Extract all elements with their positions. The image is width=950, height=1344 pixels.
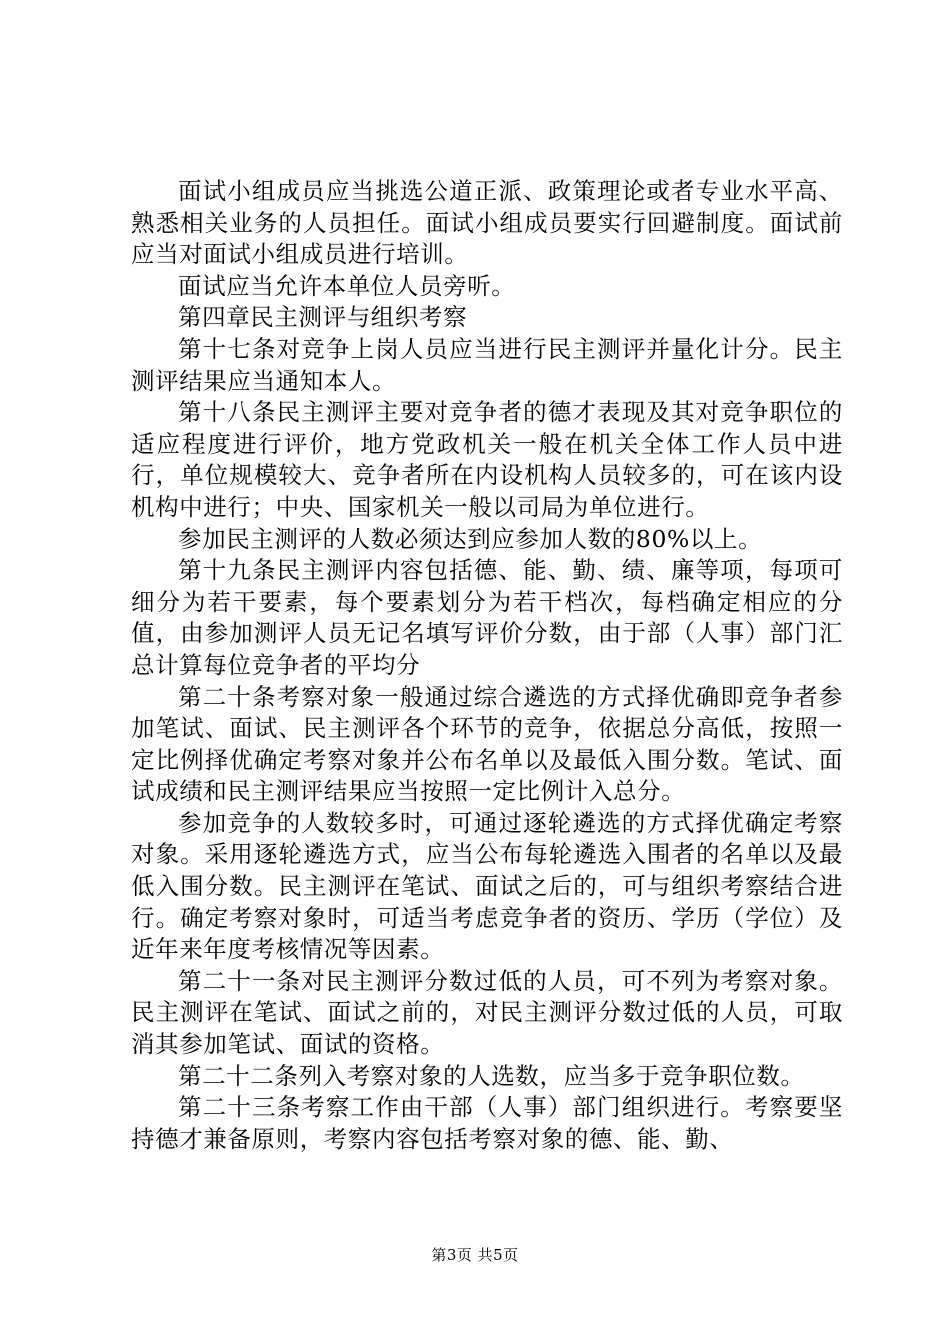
document-body bbox=[131, 176, 843, 1155]
paragraph: 第十七条对竞争上岗人员应当进行民主测评并量化计分。民主测评结果应当通知本人。 bbox=[131, 334, 843, 395]
paragraph: 第二十三条考察工作由干部（人事）部门组织进行。考察要坚持德才兼备原则，考察内容包括考察对象的德、能、勤、 bbox=[131, 1093, 843, 1153]
chapter-heading: 第四章民主测评与组织考察 bbox=[178, 303, 468, 332]
page-number-footer: 第3页 共5页 bbox=[431, 1246, 519, 1264]
paragraph: 第二十二条列入考察对象的人选数，应当多于竞争职位数。 bbox=[178, 1061, 805, 1090]
paragraph: 参加民主测评的人数必须达到应参加人数的80%以上。 bbox=[178, 524, 763, 553]
paragraph: 第十九条民主测评内容包括德、能、勤、绩、廉等项，每项可细分为若干要素，每个要素划分为若干档次，每档确定相应的分值，由参加测评人员无记名填写评价分数，由于部（人事）部门汇总计算每位竞争者的平均分 bbox=[131, 556, 843, 679]
paragraph: 面试小组成员应当挑选公道正派、政策理论或者专业水平高、熟悉相关业务的人员担任。面试小组成员要实行回避制度。面试前应当对面试小组成员进行培训。 bbox=[131, 177, 843, 269]
paragraph: 参加竞争的人数较多时，可通过逐轮遴选的方式择优确定考察对象。采用逐轮遴选方式，应当公布每轮遴选入围者的名单以及最低入围分数。民主测评在笔试、面试之后的，可与组织考察结合进行。确定考察对象时，可适当考虑竞争者的资历、学历（学位）及近年来年度考核情况等因素。 bbox=[131, 808, 843, 964]
paragraph: 第二十一条对民主测评分数过低的人员，可不列为考察对象。民主测评在笔试、面试之前的，对民主测评分数过低的人员，可取消其参加笔试、面试的资格。 bbox=[131, 966, 843, 1059]
paragraph: 第二十条考察对象一般通过综合遴选的方式择优确即竞争者参加笔试、面试、民主测评各个环节的竞争，依据总分高低，按照一定比例择优确定考察对象并公布名单以及最低入围分数。笔试、面试成绩和民主测评结果应当按照一定比例计入总分。 bbox=[131, 682, 843, 806]
paragraph: 第十八条民主测评主要对竞争者的德才表现及其对竞争职位的适应程度进行评价，地方党政机关一般在机关全体工作人员中进行，单位规模较大、竞争者所在内设机构人员较多的，可在该内设机构中进行；中央、国家机关一般以司局为单位进行。 bbox=[131, 398, 843, 521]
paragraph: 面试应当允许本单位人员旁听。 bbox=[178, 271, 516, 300]
